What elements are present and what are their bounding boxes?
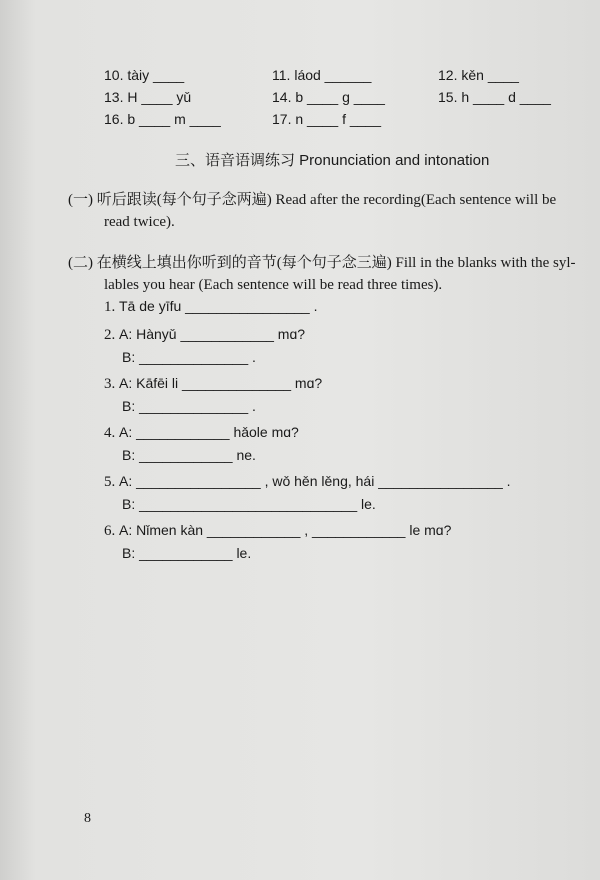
drill-item-11: 11. láod ______ [272, 67, 372, 83]
sentence-3-a [104, 375, 322, 393]
sentence-line: A: Nǐmen kàn ____________ , ____________ le mɑ? [119, 522, 452, 538]
sentence-line: Tā de yīfu ________________ . [119, 298, 318, 314]
sentence-2-a [104, 326, 305, 344]
section-title: 三、语音语调练习 Pronunciation and intonation [175, 152, 490, 169]
sentence-line: A: ________________ , wǒ hěn lěng, hái ________________ . [119, 473, 511, 489]
sentence-2-b: B: ______________ . [122, 349, 256, 365]
sentence-line: A: Hànyǔ ____________ mɑ? [119, 326, 306, 342]
sentence-5-b: B: ____________________________ le. [122, 496, 376, 512]
page-number: 8 [84, 811, 91, 826]
sentence-5-a [104, 473, 511, 491]
sentence-number: 2. [104, 327, 116, 343]
sentence-3-b: B: ______________ . [122, 398, 256, 414]
sentence-number: 5. [104, 474, 116, 490]
sentence-number: 3. [104, 376, 116, 392]
sentence-1 [104, 298, 318, 316]
drill-item-14: 14. b ____ g ____ [272, 89, 385, 105]
part2-instruction-line2: lables you hear (Each sentence will be read three times). [104, 277, 443, 293]
drill-item-12: 12. kěn ____ [438, 67, 519, 83]
drill-item-15: 15. h ____ d ____ [438, 89, 551, 105]
sentence-6-b: B: ____________ le. [122, 545, 252, 561]
sentence-6-a [104, 522, 451, 540]
part2-instruction-line1: (二) 在横线上填出你听到的音节(每个句子念三遍) Fill in the blanks with the syl- [68, 255, 576, 271]
part1-instruction-line2: read twice). [104, 214, 175, 230]
sentence-line: A: ____________ hǎole mɑ? [119, 424, 299, 440]
sentence-number: 4. [104, 425, 116, 441]
drill-item-17: 17. n ____ f ____ [272, 111, 381, 127]
sentence-line: A: Kāfēi li ______________ mɑ? [119, 375, 323, 391]
sentence-4-b: B: ____________ ne. [122, 447, 256, 463]
drill-item-13: 13. H ____ yǔ [104, 89, 192, 105]
part1-instruction-line1: (一) 听后跟读(每个句子念两遍) Read after the recording(Each sentence will be [68, 192, 557, 208]
sentence-number: 6. [104, 523, 116, 539]
sentence-4-a [104, 424, 299, 442]
sentence-number: 1. [104, 299, 116, 315]
drill-item-10: 10. tàiy ____ [104, 67, 185, 83]
drill-item-16: 16. b ____ m ____ [104, 111, 221, 127]
